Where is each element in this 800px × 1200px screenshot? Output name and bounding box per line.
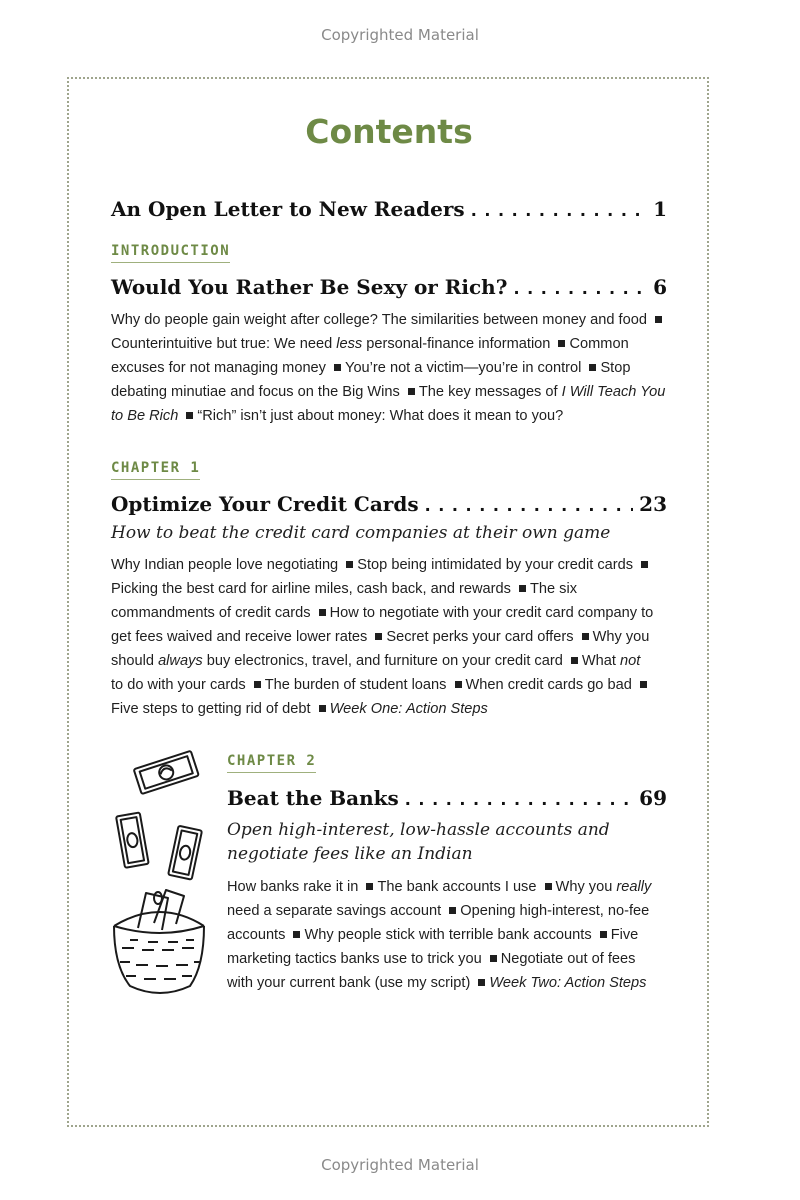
bullet-square-icon (346, 561, 353, 568)
description-run: less (336, 336, 363, 352)
bullet-square-icon (254, 681, 261, 688)
description-run: Negotiate out of fees with your current bank (use my script) (227, 951, 636, 991)
toc-entry-title: Optimize Your Credit Cards (111, 492, 419, 516)
description-run: You’re not a victim—you’re in control (345, 360, 582, 376)
toc-entry-description (111, 308, 667, 428)
description-run: Why Indian people love negotiating (111, 557, 339, 573)
description-run: “Rich” isn’t just about money: What does it mean to you? (197, 408, 564, 424)
description-run: The burden of student loans (264, 677, 447, 693)
description-run: Common excuses for not managing money (111, 336, 629, 376)
description-run: Week One: Action Steps (329, 701, 488, 717)
bullet-square-icon (571, 657, 578, 664)
bullet-square-icon (490, 955, 497, 962)
bullet-square-icon (641, 561, 648, 568)
toc-entry-page: 1 (653, 197, 667, 221)
description-run: How to negotiate with your credit card company to get fees waived and receive lower rates (111, 605, 654, 645)
section-label-chapter-2: CHAPTER 2 (227, 753, 316, 773)
description-run: Picking the best card for airline miles, cash back, and rewards (111, 581, 511, 597)
toc-entry-introduction[interactable] (111, 275, 667, 299)
description-run: What (581, 653, 621, 669)
description-run: The six commandments of credit cards (111, 581, 577, 621)
toc-entry-title: Beat the Banks (227, 786, 399, 810)
dot-leader (405, 790, 633, 809)
bullet-square-icon (366, 883, 373, 890)
bullet-square-icon (589, 364, 596, 371)
bullet-square-icon (375, 633, 382, 640)
description-run: buy electronics, travel, and furniture on your credit card (202, 653, 563, 669)
toc-entry-page: 23 (639, 492, 667, 516)
description-run: Week Two: Action Steps (489, 975, 647, 991)
bullet-square-icon (319, 705, 326, 712)
toc-entry-description (111, 553, 656, 721)
copyright-header: Copyrighted Material (321, 26, 479, 44)
description-run: really (616, 879, 652, 895)
bullet-square-icon (449, 907, 456, 914)
copyright-footer: Copyrighted Material (321, 1156, 479, 1174)
bullet-square-icon (545, 883, 552, 890)
money-bag-illustration (108, 748, 212, 998)
bullet-square-icon (293, 931, 300, 938)
dot-leader (513, 279, 647, 298)
description-run: Why people stick with terrible bank accounts (304, 927, 592, 943)
dot-leader (471, 201, 647, 220)
description-run: Why you should (111, 629, 650, 669)
description-run: Why do people gain weight after college? The similarities between money and food (111, 312, 647, 328)
description-run: The key messages of (418, 384, 562, 400)
toc-entry-page: 6 (653, 275, 667, 299)
description-run: When credit cards go bad (465, 677, 632, 693)
description-run: personal-finance information (362, 336, 551, 352)
bullet-square-icon (319, 609, 326, 616)
bullet-square-icon (519, 585, 526, 592)
description-run: always (158, 653, 203, 669)
description-run: Why you (555, 879, 617, 895)
description-run: Stop debating minutiae and focus on the Big Wins (111, 360, 631, 400)
bullet-square-icon (655, 316, 662, 323)
description-run: I Will Teach You to Be Rich (111, 384, 666, 424)
description-run: Opening high-interest, no-fee accounts (227, 903, 650, 943)
bullet-square-icon (455, 681, 462, 688)
toc-entry-title: An Open Letter to New Readers (111, 197, 465, 221)
description-run: not (620, 653, 641, 669)
description-run: Secret perks your card offers (386, 629, 574, 645)
dot-leader (425, 496, 634, 515)
description-run: The bank accounts I use (377, 879, 537, 895)
toc-entry-chapter-2[interactable] (227, 786, 667, 810)
bullet-square-icon (186, 412, 193, 419)
toc-entry-page: 69 (639, 786, 667, 810)
bullet-square-icon (408, 388, 415, 395)
description-run: Five steps to getting rid of debt (111, 701, 311, 717)
description-run: Five marketing tactics banks use to trick you (227, 927, 639, 967)
page-title: Contents (305, 112, 473, 151)
toc-entry-chapter-1[interactable] (111, 492, 667, 516)
chapter-subtitle: Open high-interest, low-hassle accounts and negotiate fees like an Indian (227, 820, 610, 864)
bullet-square-icon (334, 364, 341, 371)
description-run: to do with your cards (111, 677, 246, 693)
chapter-subtitle: How to beat the credit card companies at their own game (111, 523, 611, 543)
toc-entry-description (227, 875, 659, 995)
bullet-square-icon (640, 681, 647, 688)
description-run: Counterintuitive but true: We need (111, 336, 337, 352)
description-run: Stop being intimidated by your credit cards (357, 557, 634, 573)
bullet-square-icon (600, 931, 607, 938)
bullet-square-icon (478, 979, 485, 986)
description-run: need a separate savings account (227, 903, 442, 919)
section-label-introduction: INTRODUCTION (111, 243, 230, 263)
section-label-chapter-1: CHAPTER 1 (111, 460, 200, 480)
description-run: How banks rake it in (227, 879, 359, 895)
bullet-square-icon (582, 633, 589, 640)
bullet-square-icon (558, 340, 565, 347)
toc-entry-open-letter[interactable] (111, 197, 667, 221)
toc-entry-title: Would You Rather Be Sexy or Rich? (111, 275, 508, 299)
